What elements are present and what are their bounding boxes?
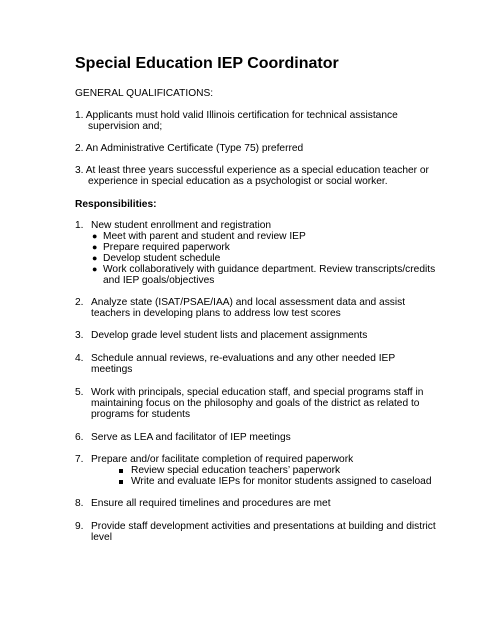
responsibility-4-number: 4. (75, 353, 84, 364)
responsibility-2-line-2: teachers in developing plans to address low test scores (91, 308, 341, 319)
responsibility-7-subitem-2: Write and evaluate IEPs for monitor students assigned to caseload (131, 476, 432, 487)
responsibility-7-number: 7. (75, 454, 84, 465)
responsibility-1-bullet-4-line-1: Work collaboratively with guidance department. Review transcripts/credits (103, 264, 436, 275)
responsibility-8-text: Ensure all required timelines and procedures are met (91, 498, 331, 509)
qualification-2: 2. An Administrative Certificate (Type 75) preferred (75, 143, 304, 154)
responsibility-5-line-1: Work with principals, special education staff, and special programs staff in (91, 387, 424, 398)
responsibility-1-number: 1. (75, 220, 84, 231)
bullet-icon: ● (92, 242, 98, 252)
responsibility-7-subitem-1: Review special education teachers’ paperwork (131, 465, 341, 476)
responsibilities-heading: Responsibilities: (75, 199, 157, 210)
responsibility-9-line-1: Provide staff development activities and presentations at building and district (91, 521, 436, 532)
responsibility-4-line-1: Schedule annual reviews, re-evaluations and any other needed IEP (91, 353, 396, 364)
responsibility-8-number: 8. (75, 498, 84, 509)
responsibility-7-text: Prepare and/or facilitate completion of required paperwork (91, 454, 354, 465)
responsibility-3-text: Develop grade level student lists and placement assignments (91, 330, 368, 341)
square-bullet-icon (119, 480, 123, 484)
bullet-icon: ● (92, 231, 98, 241)
responsibility-1-bullet-1: Meet with parent and student and review IEP (103, 231, 306, 242)
responsibility-9-line-2: level (91, 532, 112, 543)
bullet-icon: ● (92, 264, 98, 274)
responsibility-2-line-1: Analyze state (ISAT/PSAE/IAA) and local assessment data and assist (91, 297, 406, 308)
responsibility-5-line-3: programs for students (91, 409, 191, 420)
qualification-1-line-1: 1. Applicants must hold valid Illinois certification for technical assistance (75, 110, 398, 121)
responsibility-1-bullet-2: Prepare required paperwork (103, 242, 230, 253)
responsibility-6-number: 6. (75, 432, 84, 443)
responsibility-6-text: Serve as LEA and facilitator of IEP meetings (91, 432, 291, 443)
responsibility-4-line-2: meetings (91, 364, 133, 375)
page-title: Special Education IEP Coordinator (75, 55, 339, 72)
qualification-3-line-2: experience in special education as a psychologist or social worker. (88, 176, 388, 187)
responsibility-1-bullet-3: Develop student schedule (103, 253, 221, 264)
responsibility-1-bullet-4-line-2: and IEP goals/objectives (103, 275, 215, 286)
general-qualifications-heading: GENERAL QUALIFICATIONS: (75, 88, 214, 99)
square-bullet-icon (119, 469, 123, 473)
qualification-3-line-1: 3. At least three years successful experience as a special education teacher or (75, 165, 429, 176)
responsibility-9-number: 9. (75, 521, 84, 532)
responsibility-2-number: 2. (75, 297, 84, 308)
bullet-icon: ● (92, 253, 98, 263)
responsibility-5-number: 5. (75, 387, 84, 398)
qualification-1-line-2: supervision and; (88, 121, 163, 132)
responsibility-5-line-2: maintaining focus on the philosophy and goals of the district as related to (91, 398, 420, 409)
responsibility-1-text: New student enrollment and registration (91, 220, 272, 231)
responsibility-3-number: 3. (75, 330, 84, 341)
